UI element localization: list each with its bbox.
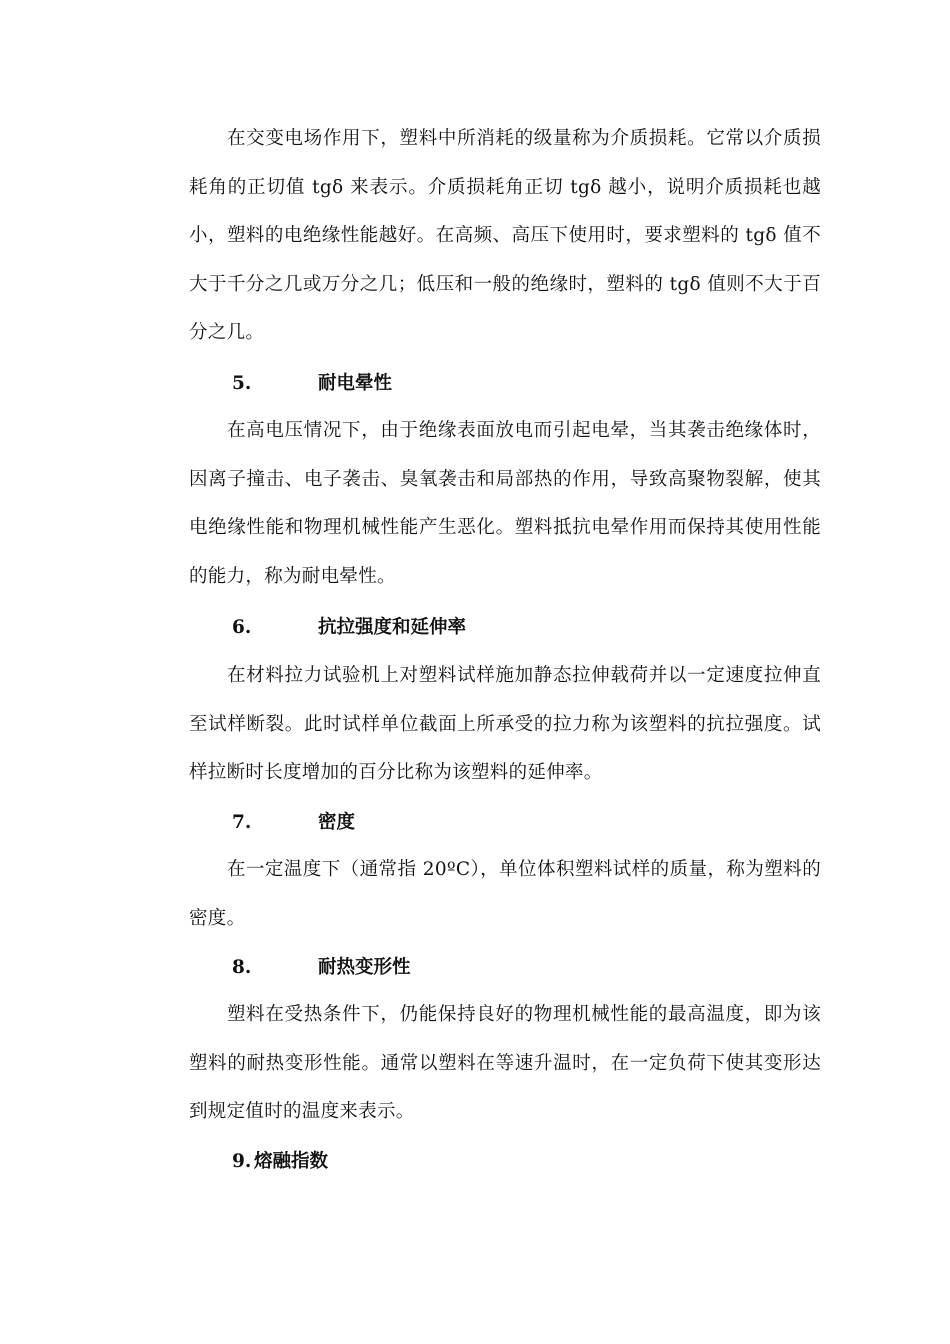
heading-number: 6.	[232, 617, 252, 638]
paragraph-density: 在一定温度下（通常指 20ºC），单位体积塑料试样的质量，称为塑料的密度。	[189, 859, 821, 929]
heading-number: 5.	[232, 373, 252, 394]
paragraph-corona-resistance: 在高电压情况下，由于绝缘表面放电而引起电晕，当其袭击绝缘体时，因离子撞击、电子袭击、臭氧袭击和局部热的作用，导致高聚物裂解，使其电绝缘性能和物理机械性能产生恶化。塑料抵抗电晕作用而保持其使用性能的能力，称为耐电晕性。	[189, 420, 821, 587]
heading-melt-index	[232, 1150, 328, 1174]
heading-density	[232, 811, 355, 835]
heading-title: 耐电晕性	[318, 373, 393, 394]
heading-title: 抗拉强度和延伸率	[318, 617, 467, 638]
heading-title: 密度	[318, 812, 356, 833]
heading-number: 7.	[232, 812, 252, 833]
heading-number: 9.	[232, 1151, 252, 1172]
paragraph-dielectric-loss: 在交变电场作用下，塑料中所消耗的级量称为介质损耗。它常以介质损耗角的正切值 tgδ 来表示。介质损耗角正切 tgδ 越小，说明介质损耗也越小，塑料的电绝缘性能越好。在高频、高压下使用时，要求塑料的 tgδ 值不大于千分之几或万分之几；低压和一般的绝缘时，塑料的 tgδ 值则不大于百分之几。	[189, 128, 821, 343]
paragraph-heat-deformation: 塑料在受热条件下，仍能保持良好的物理机械性能的最高温度，即为该塑料的耐热变形性能。通常以塑料在等速升温时，在一定负荷下使其变形达到规定值时的温度来表示。	[189, 1004, 821, 1122]
heading-number: 8.	[232, 957, 252, 978]
heading-title: 熔融指数	[254, 1151, 329, 1172]
heading-tensile-strength	[232, 616, 466, 640]
heading-title: 耐热变形性	[318, 957, 411, 978]
heading-heat-deformation	[232, 956, 411, 980]
paragraph-tensile-strength: 在材料拉力试验机上对塑料试样施加静态拉伸载荷并以一定速度拉伸直至试样断裂。此时试样单位截面上所承受的拉力称为该塑料的抗拉强度。试样拉断时长度增加的百分比称为该塑料的延伸率。	[189, 665, 821, 783]
heading-corona-resistance	[232, 372, 392, 396]
